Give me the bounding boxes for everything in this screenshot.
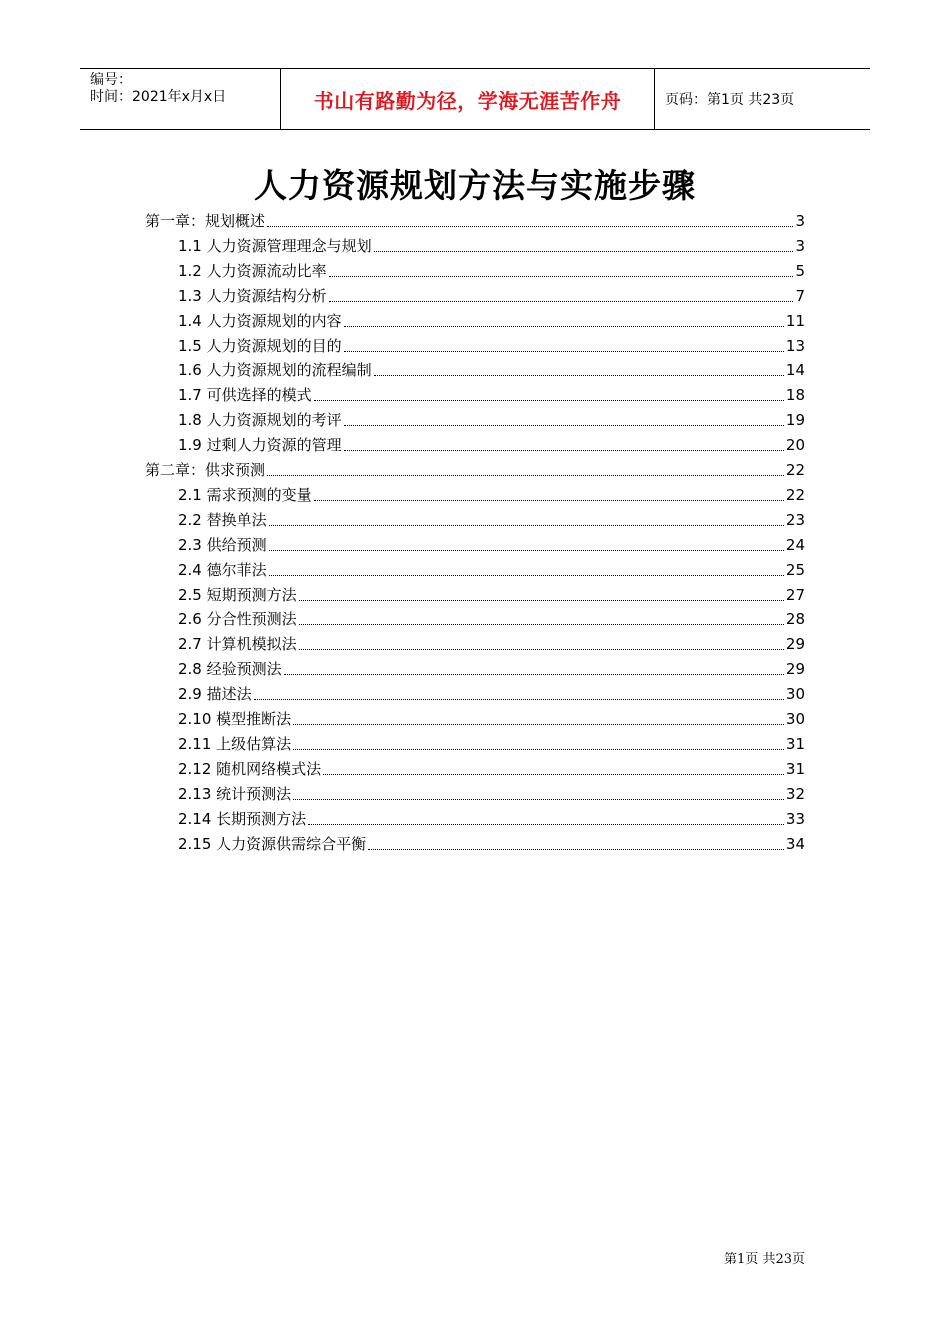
toc-entry-label: 1.4 人力资源规划的内容 [178,311,342,330]
toc-entry-page-number: 11 [785,311,805,330]
toc-section-entry[interactable] [178,680,805,704]
toc-section-entry[interactable] [178,630,805,654]
toc-dot-leader [314,400,784,401]
toc-dot-leader [374,375,784,376]
toc-section-entry[interactable] [178,605,805,629]
toc-entry-page-number: 28 [785,610,805,629]
toc-entry-label: 2.9 描述法 [178,685,252,704]
document-time-label: 时间：2021年x月x日 [90,89,227,105]
toc-section-entry[interactable] [178,232,805,256]
toc-dot-leader [254,699,784,700]
toc-dot-leader [368,849,784,850]
toc-section-entry[interactable] [178,431,805,455]
toc-entry-label: 2.3 供给预测 [178,535,267,554]
toc-section-entry[interactable] [178,356,805,380]
toc-section-entry[interactable] [178,581,805,605]
toc-dot-leader [344,326,784,327]
toc-entry-page-number: 20 [785,436,805,455]
toc-section-entry[interactable] [178,282,805,306]
toc-entry-label: 2.2 替换单法 [178,510,267,529]
page-header [80,68,870,130]
toc-dot-leader [299,624,784,625]
toc-entry-label: 第一章：规划概述 [145,212,266,230]
toc-entry-page-number: 25 [785,560,805,579]
toc-entry-label: 2.4 德尔菲法 [178,560,267,579]
toc-entry-label: 1.3 人力资源结构分析 [178,286,327,305]
toc-entry-label: 1.9 过剩人力资源的管理 [178,436,342,455]
header-page-cell [655,69,870,129]
toc-dot-leader [293,799,784,800]
toc-entry-page-number: 22 [785,485,805,504]
toc-section-entry[interactable] [178,780,805,804]
toc-entry-label: 1.2 人力资源流动比率 [178,261,327,280]
footer-page-info: 第1页 共23页 [724,1252,805,1267]
toc-entry-page-number: 31 [785,759,805,778]
toc-entry-page-number: 30 [785,710,805,728]
toc-entry-page-number: 19 [785,411,805,430]
toc-entry-page-number: 34 [785,834,805,853]
toc-entry-label: 2.1 需求预测的变量 [178,485,312,504]
toc-entry-label: 1.1 人力资源管理理念与规划 [178,236,372,255]
document-title: 人力资源规划方法与实施步骤 [254,166,696,205]
toc-dot-leader [269,550,784,551]
toc-entry-label: 2.7 计算机模拟法 [178,635,297,654]
toc-dot-leader [314,500,784,501]
toc-dot-leader [269,525,784,526]
toc-entry-page-number: 33 [785,809,805,828]
toc-dot-leader [374,251,794,252]
toc-entry-page-number: 18 [785,386,805,405]
toc-entry-page-number: 23 [785,510,805,529]
header-meta-cell [80,69,281,129]
toc-section-entry[interactable] [178,506,805,530]
toc-section-entry[interactable] [178,655,805,679]
toc-entry-page-number: 29 [785,635,805,654]
toc-dot-leader [293,724,784,725]
toc-section-entry[interactable] [178,730,805,754]
toc-section-entry[interactable] [178,556,805,580]
toc-entry-page-number: 5 [795,261,805,280]
toc-entry-label: 1.6 人力资源规划的流程编制 [178,361,372,380]
toc-entry-label: 2.11 上级估算法 [178,734,292,753]
toc-dot-leader [299,649,784,650]
toc-dot-leader [267,475,784,476]
toc-entry-label: 2.14 长期预测方法 [178,809,307,828]
toc-entry-label: 第二章：供求预测 [145,461,266,479]
toc-section-entry[interactable] [178,830,805,854]
toc-dot-leader [308,824,784,825]
toc-dot-leader [344,351,784,352]
header-motto: 书山有路勤为径，学海无涯苦作舟 [313,88,622,113]
toc-entry-page-number: 7 [795,286,805,305]
toc-entry-label: 2.10 模型推断法 [178,710,292,728]
toc-dot-leader [329,301,794,302]
toc-entry-page-number: 24 [785,535,805,554]
toc-section-entry[interactable] [178,705,805,729]
toc-entry-label: 2.8 经验预测法 [178,660,282,679]
header-motto-cell [281,69,655,129]
toc-entry-label: 2.15 人力资源供需综合平衡 [178,834,367,853]
toc-section-entry[interactable] [178,332,805,356]
toc-entry-page-number: 32 [785,784,805,803]
toc-entry-page-number: 3 [795,236,805,255]
toc-entry-page-number: 27 [785,585,805,604]
document-number-label: 编号： [90,72,132,88]
toc-entry-page-number: 31 [785,734,805,753]
toc-dot-leader [344,450,784,451]
toc-entry-label: 2.13 统计预测法 [178,784,292,803]
toc-entry-label: 1.8 人力资源规划的考评 [178,411,342,430]
toc-section-entry[interactable] [178,381,805,405]
toc-entry-label: 1.7 可供选择的模式 [178,386,312,405]
toc-entry-page-number: 13 [785,336,805,355]
toc-entry-label: 1.5 人力资源规划的目的 [178,336,342,355]
toc-section-entry[interactable] [178,755,805,779]
header-page-info: 页码：第1页 共23页 [665,92,795,108]
toc-entry-page-number: 30 [785,685,805,704]
toc-dot-leader [269,575,784,576]
toc-dot-leader [267,226,793,227]
toc-chapter-entry[interactable] [145,207,805,231]
toc-section-entry[interactable] [178,307,805,331]
toc-entry-page-number: 29 [785,660,805,679]
toc-dot-leader [323,774,784,775]
toc-entry-page-number: 22 [785,461,805,479]
toc-dot-leader [329,276,794,277]
toc-section-entry[interactable] [178,257,805,281]
toc-entry-label: 2.5 短期预测方法 [178,585,297,604]
toc-dot-leader [293,749,784,750]
toc-chapter-entry[interactable] [145,456,805,480]
toc-dot-leader [344,425,784,426]
toc-entry-page-number: 3 [795,212,805,230]
toc-dot-leader [299,600,784,601]
toc-section-entry[interactable] [178,481,805,505]
toc-entry-label: 2.12 随机网络模式法 [178,759,322,778]
toc-entry-page-number: 14 [785,361,805,380]
toc-section-entry[interactable] [178,531,805,555]
toc-section-entry[interactable] [178,406,805,430]
toc-dot-leader [284,674,784,675]
toc-entry-label: 2.6 分合性预测法 [178,610,297,629]
toc-section-entry[interactable] [178,805,805,829]
